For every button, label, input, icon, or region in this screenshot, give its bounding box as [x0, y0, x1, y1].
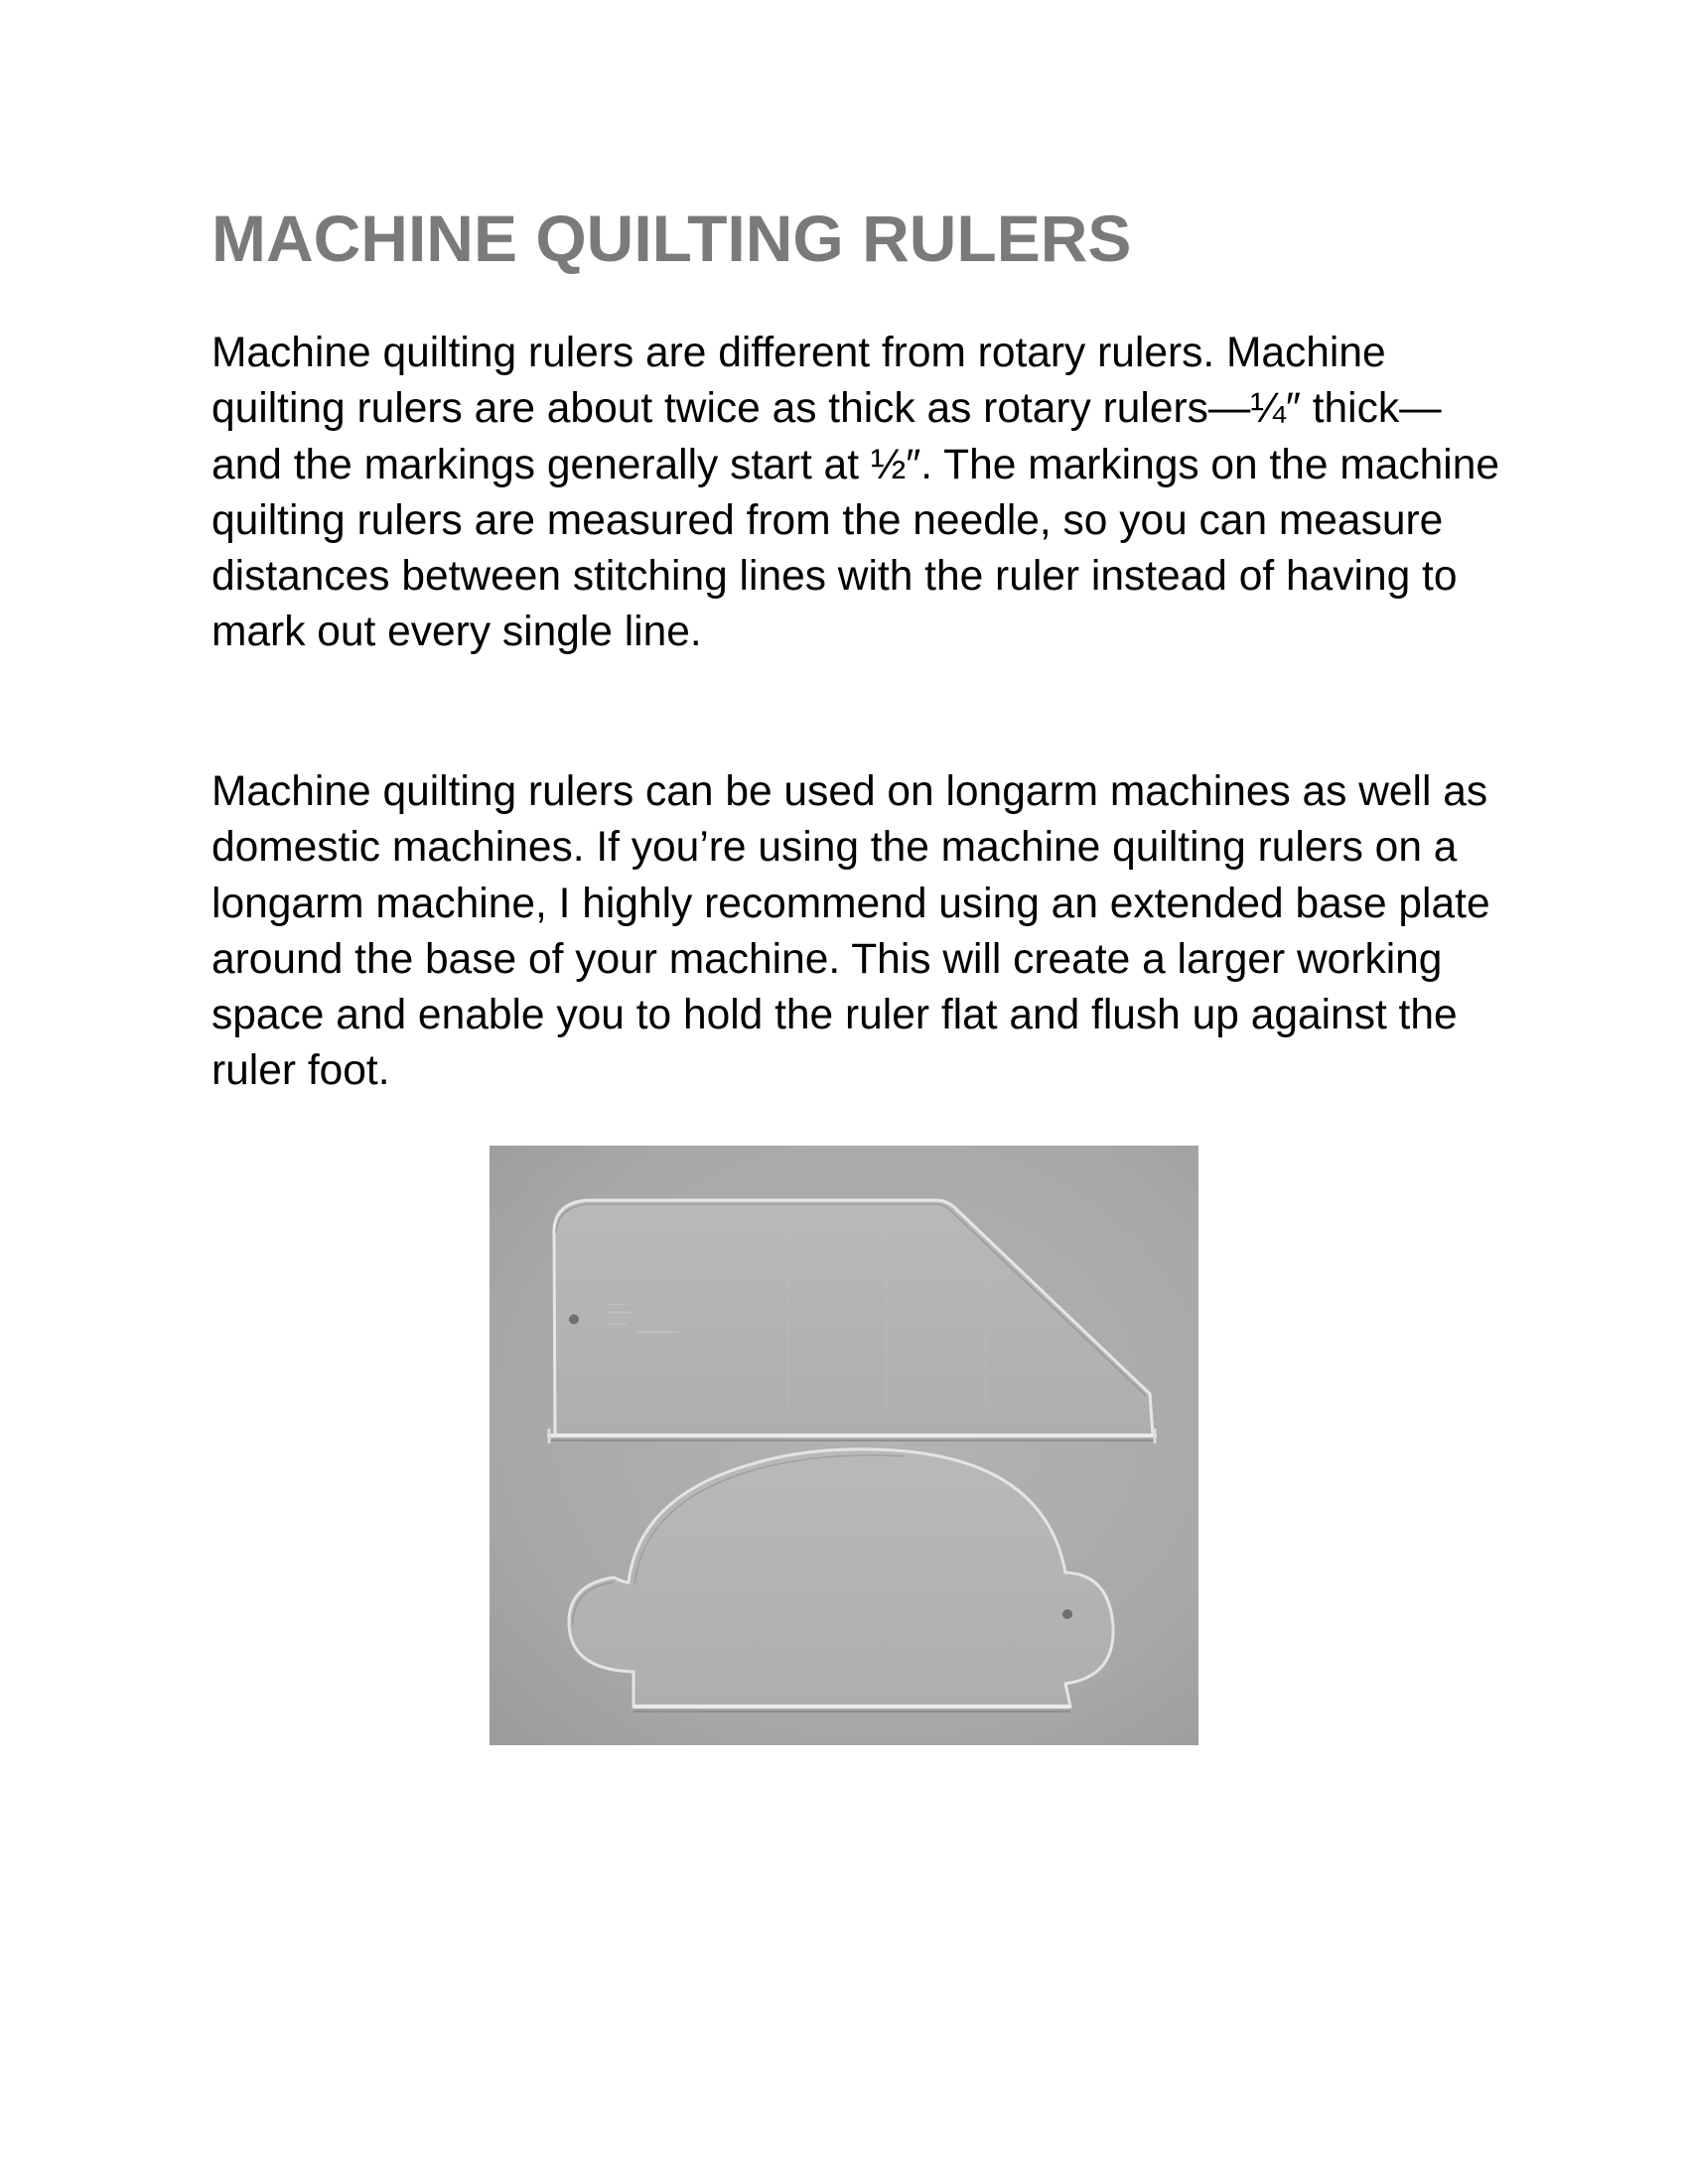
page-title: MACHINE QUILTING RULERS	[211, 202, 1132, 275]
rulers-photo	[490, 1146, 1198, 1745]
paragraph-2: Machine quilting rulers can be used on longarm machines as well as domestic machines. If you’re using the machine quilting rulers on a longarm machine, I highly recommend using an extended base plate around the base of your machine. This will create a larger working space and enable you to hold the ruler flat and flush up against the ruler foot.	[211, 768, 1490, 1095]
paragraph-1: Machine quilting rulers are different from rotary rulers. Machine quilting rulers are about twice as thick as rotary rulers—¼″ thick—and the markings generally start at ½″. The markings on the machine quilting rulers are measured from the needle, so you can measure distances between stitching lines with the ruler instead of having to mark out every single line.	[211, 330, 1500, 656]
